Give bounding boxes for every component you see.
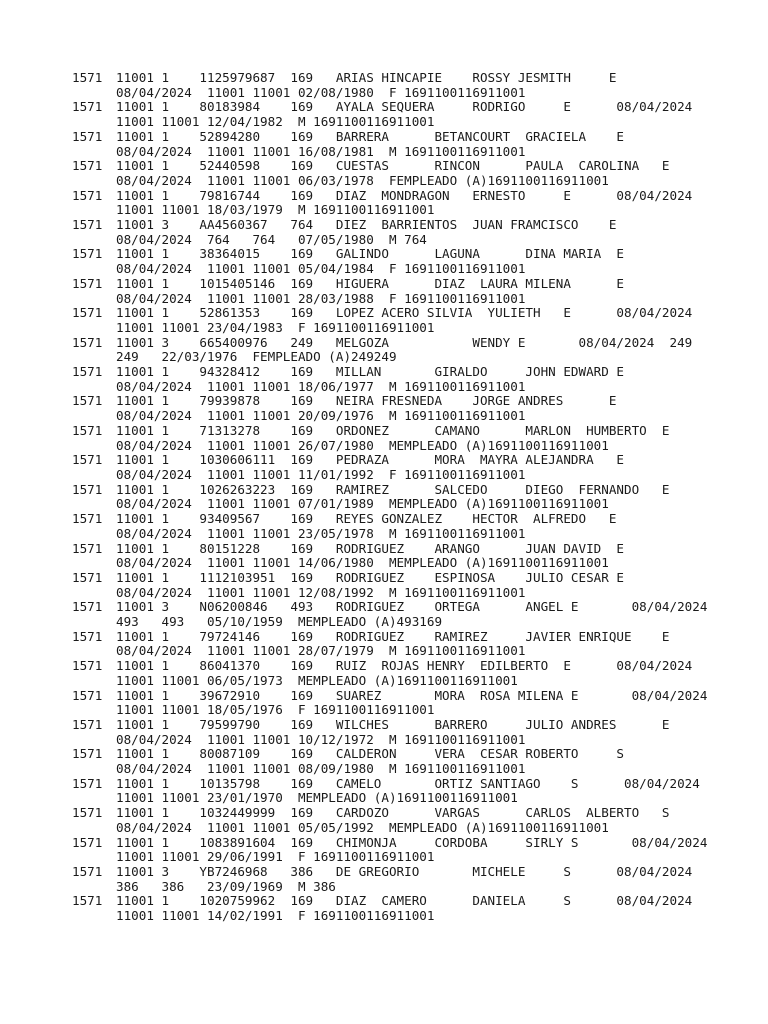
record-code: 1571	[72, 893, 103, 909]
record-code: 1571	[72, 364, 103, 380]
record-line-1: 11001 1 79816744 169 DIAZ MONDRAGON ERNESTO E 08/04/2024	[116, 187, 693, 203]
record-row	[72, 600, 762, 629]
record-row	[72, 836, 762, 865]
record-row	[72, 512, 762, 541]
record-code: 1571	[72, 775, 103, 791]
record-line-1: 11001 1 79724146 169 RODRIGUEZ RAMIREZ JAVIER ENRIQUE E	[116, 628, 670, 644]
record-line-1: 11001 3 N06200846 493 RODRIGUEZ ORTEGA ANGEL E 08/04/2024	[116, 599, 708, 615]
record-row	[72, 424, 762, 453]
record-line-1: 11001 1 1026263223 169 RAMIREZ SALCEDO DIEGO FERNANDO E	[116, 481, 670, 497]
record-row	[72, 159, 762, 188]
record-code: 1571	[72, 569, 103, 585]
record-line-1: 11001 1 1083891604 169 CHIMONJA CORDOBA SIRLY S 08/04/2024	[116, 834, 708, 850]
record-code: 1571	[72, 599, 103, 615]
record-line-2: 11001 11001 18/05/1976 F 1691100116911001	[116, 702, 435, 718]
record-line-1: 11001 1 38364015 169 GALINDO LAGUNA DINA MARIA E	[116, 246, 624, 262]
record-row	[72, 542, 762, 571]
record-line-2: 249 22/03/1976 FEMPLEADO (A)249249	[116, 349, 397, 365]
record-code: 1571	[72, 305, 103, 321]
record-row	[72, 394, 762, 423]
record-row	[72, 306, 762, 335]
record-line-2: 08/04/2024 11001 11001 10/12/1972 M 1691100116911001	[116, 731, 526, 747]
record-line-2: 08/04/2024 11001 11001 23/05/1978 M 1691100116911001	[116, 525, 526, 541]
record-code: 1571	[72, 393, 103, 409]
record-line-2: 08/04/2024 11001 11001 12/08/1992 M 1691100116911001	[116, 584, 526, 600]
record-code: 1571	[72, 746, 103, 762]
record-code: 1571	[72, 128, 103, 144]
record-code: 1571	[72, 863, 103, 879]
record-line-2: 08/04/2024 11001 11001 02/08/1980 F 1691100116911001	[116, 84, 526, 100]
record-line-1: 11001 1 80087109 169 CALDERON VERA CESAR ROBERTO S	[116, 746, 624, 762]
record-row	[72, 130, 762, 159]
record-list	[72, 71, 762, 924]
record-line-2: 08/04/2024 11001 11001 06/03/1978 FEMPLEADO (A)1691100116911001	[116, 172, 609, 188]
record-line-2: 08/04/2024 11001 11001 07/01/1989 MEMPLEADO (A)1691100116911001	[116, 496, 609, 512]
record-code: 1571	[72, 217, 103, 233]
record-row	[72, 336, 762, 365]
record-line-2: 08/04/2024 11001 11001 18/06/1977 M 1691100116911001	[116, 378, 526, 394]
record-row	[72, 277, 762, 306]
record-line-2: 08/04/2024 11001 11001 16/08/1981 M 1691100116911001	[116, 143, 526, 159]
record-line-2: 08/04/2024 11001 11001 11/01/1992 F 1691100116911001	[116, 466, 526, 482]
record-row	[72, 189, 762, 218]
record-line-1: 11001 1 94328412 169 MILLAN GIRALDO JOHN EDWARD E	[116, 364, 624, 380]
record-line-2: 08/04/2024 11001 11001 05/04/1984 F 1691100116911001	[116, 261, 526, 277]
record-line-1: 11001 1 1125979687 169 ARIAS HINCAPIE ROSSY JESMITH E	[116, 70, 617, 85]
record-code: 1571	[72, 658, 103, 674]
record-line-2: 08/04/2024 11001 11001 05/05/1992 MEMPLEADO (A)1691100116911001	[116, 819, 609, 835]
record-code: 1571	[72, 834, 103, 850]
record-row	[72, 777, 762, 806]
record-line-1: 11001 1 80183984 169 AYALA SEQUERA RODRIGO E 08/04/2024	[116, 99, 693, 115]
record-row	[72, 747, 762, 776]
record-row	[72, 71, 762, 100]
record-line-1: 11001 1 79599790 169 WILCHES BARRERO JULIO ANDRES E	[116, 716, 670, 732]
record-line-1: 11001 1 10135798 169 CAMELO ORTIZ SANTIAGO S 08/04/2024	[116, 775, 700, 791]
record-line-1: 11001 1 1015405146 169 HIGUERA DIAZ LAURA MILENA E	[116, 275, 624, 291]
record-row	[72, 365, 762, 394]
record-code: 1571	[72, 187, 103, 203]
record-line-2: 11001 11001 18/03/1979 M 1691100116911001	[116, 202, 435, 218]
record-line-1: 11001 1 52861353 169 LOPEZ ACERO SILVIA YULIETH E 08/04/2024	[116, 305, 693, 321]
record-row	[72, 894, 762, 923]
record-row	[72, 247, 762, 276]
record-line-2: 08/04/2024 11001 11001 20/09/1976 M 1691100116911001	[116, 408, 526, 424]
record-code: 1571	[72, 716, 103, 732]
record-line-1: 11001 1 39672910 169 SUAREZ MORA ROSA MILENA E 08/04/2024	[116, 687, 708, 703]
record-line-2: 08/04/2024 11001 11001 14/06/1980 MEMPLEADO (A)1691100116911001	[116, 555, 609, 571]
record-code: 1571	[72, 275, 103, 291]
record-line-1: 11001 1 1032449999 169 CARDOZO VARGAS CARLOS ALBERTO S	[116, 805, 670, 821]
record-row	[72, 806, 762, 835]
record-code: 1571	[72, 70, 103, 85]
record-line-1: 11001 3 665400976 249 MELGOZA WENDY E 08/04/2024 249	[116, 334, 693, 350]
record-line-2: 11001 11001 06/05/1973 MEMPLEADO (A)1691100116911001	[116, 672, 518, 688]
record-code: 1571	[72, 99, 103, 115]
record-line-1: 11001 1 79939878 169 NEIRA FRESNEDA JORGE ANDRES E	[116, 393, 617, 409]
record-row	[72, 689, 762, 718]
record-line-2: 386 386 23/09/1969 M 386	[116, 878, 336, 894]
record-row	[72, 718, 762, 747]
record-line-2: 08/04/2024 11001 11001 08/09/1980 M 1691100116911001	[116, 761, 526, 777]
record-code: 1571	[72, 805, 103, 821]
record-line-1: 11001 1 1020759962 169 DIAZ CAMERO DANIELA S 08/04/2024	[116, 893, 693, 909]
record-row	[72, 659, 762, 688]
record-line-1: 11001 1 52894280 169 BARRERA BETANCOURT GRACIELA E	[116, 128, 624, 144]
record-line-1: 11001 1 93409567 169 REYES GONZALEZ HECTOR ALFREDO E	[116, 511, 617, 527]
record-row	[72, 218, 762, 247]
record-code: 1571	[72, 158, 103, 174]
record-line-1: 11001 1 71313278 169 ORDONEZ CAMANO MARLON HUMBERTO E	[116, 422, 670, 438]
record-line-1: 11001 1 1030606111 169 PEDRAZA MORA MAYRA ALEJANDRA E	[116, 452, 624, 468]
record-line-2: 08/04/2024 11001 11001 28/03/1988 F 1691100116911001	[116, 290, 526, 306]
record-code: 1571	[72, 452, 103, 468]
record-line-1: 11001 1 80151228 169 RODRIGUEZ ARANGO JUAN DAVID E	[116, 540, 624, 556]
record-row	[72, 571, 762, 600]
record-line-2: 08/04/2024 11001 11001 28/07/1979 M 1691100116911001	[116, 643, 526, 659]
record-line-1: 11001 1 52440598 169 CUESTAS RINCON PAULA CAROLINA E	[116, 158, 670, 174]
record-line-2: 11001 11001 12/04/1982 M 1691100116911001	[116, 114, 435, 130]
record-code: 1571	[72, 246, 103, 262]
record-code: 1571	[72, 334, 103, 350]
record-line-1: 11001 1 1112103951 169 RODRIGUEZ ESPINOSA JULIO CESAR E	[116, 569, 624, 585]
record-row	[72, 453, 762, 482]
record-line-2: 493 493 05/10/1959 MEMPLEADO (A)493169	[116, 614, 443, 630]
record-line-1: 11001 1 86041370 169 RUIZ ROJAS HENRY EDILBERTO E 08/04/2024	[116, 658, 693, 674]
record-code: 1571	[72, 422, 103, 438]
record-line-2: 11001 11001 23/01/1970 MEMPLEADO (A)1691100116911001	[116, 790, 518, 806]
record-row	[72, 483, 762, 512]
record-line-1: 11001 3 AA4560367 764 DIEZ BARRIENTOS JUAN FRAMCISCO E	[116, 217, 617, 233]
record-code: 1571	[72, 511, 103, 527]
record-line-2: 11001 11001 14/02/1991 F 1691100116911001	[116, 908, 435, 924]
record-line-2: 11001 11001 29/06/1991 F 1691100116911001	[116, 849, 435, 865]
record-line-2: 08/04/2024 11001 11001 26/07/1980 MEMPLEADO (A)1691100116911001	[116, 437, 609, 453]
record-line-1: 11001 3 YB7246968 386 DE GREGORIO MICHELE S 08/04/2024	[116, 863, 693, 879]
record-row	[72, 100, 762, 129]
record-code: 1571	[72, 481, 103, 497]
record-code: 1571	[72, 540, 103, 556]
record-line-2: 11001 11001 23/04/1983 F 1691100116911001	[116, 319, 435, 335]
record-line-2: 08/04/2024 764 764 07/05/1980 M 764	[116, 231, 427, 247]
record-code: 1571	[72, 628, 103, 644]
record-row	[72, 865, 762, 894]
record-code: 1571	[72, 687, 103, 703]
record-row	[72, 630, 762, 659]
